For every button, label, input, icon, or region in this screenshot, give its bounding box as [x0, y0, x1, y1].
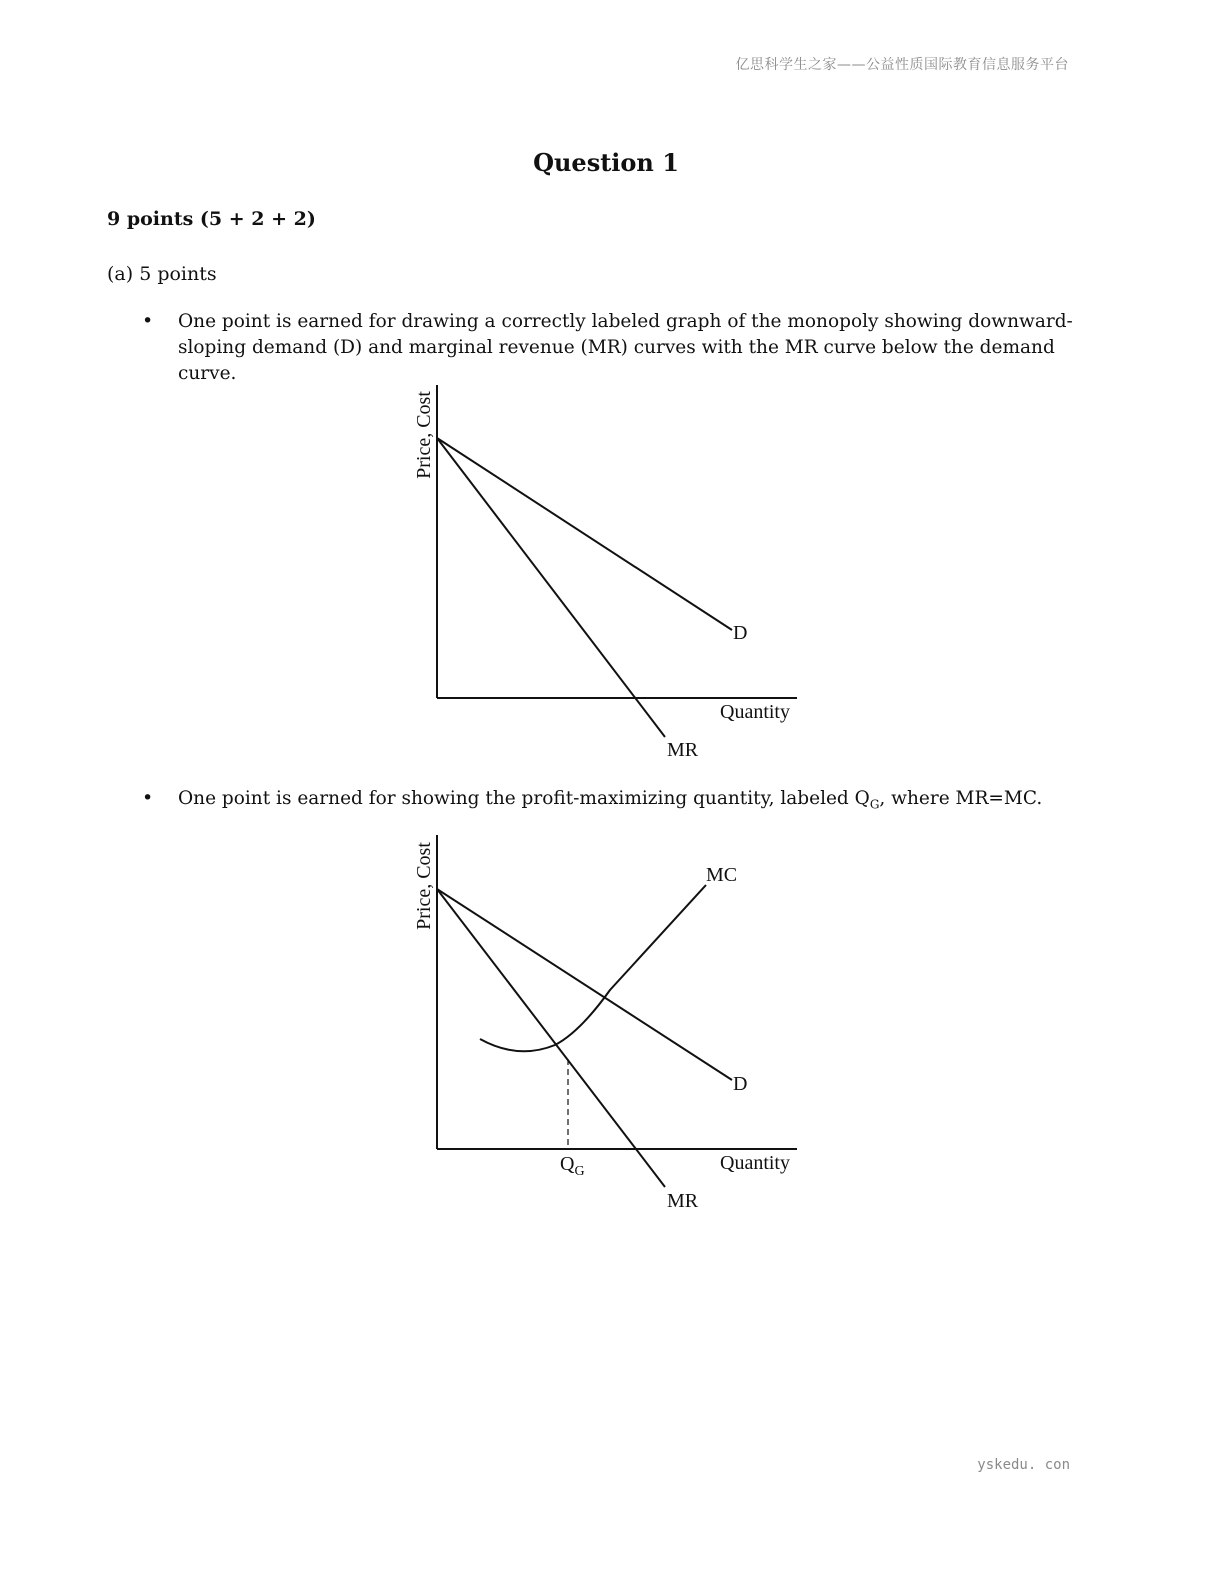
y-axis-label: Price, Cost	[413, 391, 435, 479]
demand-curve	[437, 438, 732, 630]
question-title: Question 1	[533, 148, 679, 177]
mr-curve	[437, 889, 665, 1187]
x-axis-label: Quantity	[720, 701, 790, 723]
bullet-marker: •	[142, 787, 154, 809]
mc-label: MC	[706, 864, 738, 886]
points-summary: 9 points (5 + 2 + 2)	[107, 208, 316, 230]
y-axis-label: Price, Cost	[413, 842, 435, 930]
demand-curve	[437, 889, 732, 1080]
demand-label: D	[733, 1073, 748, 1095]
header-watermark: 亿思科学生之家——公益性质国际教育信息服务平台	[735, 57, 1069, 73]
mr-curve	[437, 438, 665, 737]
bullet-text-2: One point is earned for showing the profit-maximizing quantity, labeled $Q_G$, where MR=MC.	[178, 788, 1043, 812]
demand-label: D	[733, 622, 748, 644]
qg-label: $Q_G$	[560, 1153, 585, 1179]
graph-1	[400, 380, 820, 770]
mr-label: MR	[667, 1190, 699, 1212]
mc-curve	[480, 885, 706, 1051]
mr-label: MR	[667, 739, 699, 761]
graph-2	[400, 830, 820, 1220]
part-a-label: (a) 5 points	[107, 263, 217, 285]
footer-watermark: yskedu. con	[977, 1457, 1070, 1473]
bullet-marker: •	[142, 310, 154, 332]
bullet-text-1: One point is earned for drawing a correctly labeled graph of the monopoly showing downward-sloping demand (D) and marginal revenue (MR) curves with the MR curve below the demand curve.	[178, 311, 1073, 384]
x-axis-label: Quantity	[720, 1152, 790, 1174]
